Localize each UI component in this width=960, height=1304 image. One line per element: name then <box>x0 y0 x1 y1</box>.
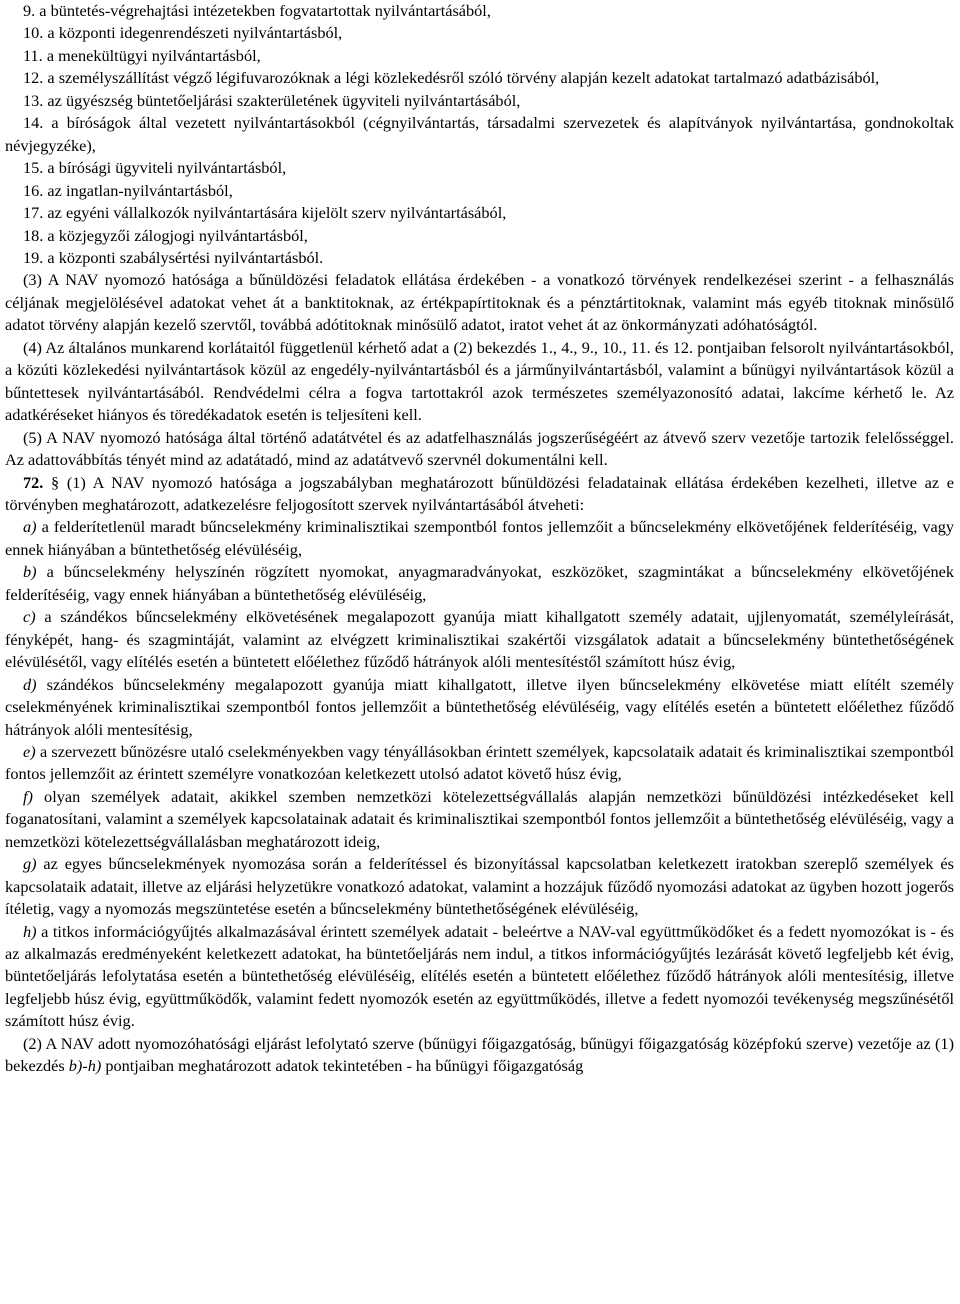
item-c <box>5 606 954 673</box>
item-label: f) <box>23 786 33 806</box>
item-label: a) <box>23 517 37 537</box>
paragraph-4: (4) Az általános munkarend korlátaitól függetlenül kérhető adat a (2) bekezdés 1., 4., 9., 10., 11. és 12. pontjaiban felsorolt nyilvántartásokból, a közúti közlekedési nyilvántartások közül az engedély-nyilvántartásból és a járműnyilvántartásból, valamint a bűnügyi nyilvántartások közül a bűntettesek nyilvántartásából. Rendvédelmi célra a fogva tartottakról azok természetes személyazonosító adatai, lakcíme kérhető le. Az adatkéréseket hiányos és töredékadatok esetén is teljesíteni kell. <box>5 337 954 425</box>
item-e <box>5 741 954 786</box>
item-text: szándékos bűncselekmény megalapozott gyanúja miatt kihallgatott, illetve ilyen bűncselekmény elkövetése miatt elítélt személy cselekményének kriminalisztikai szempontból fontos jellemzőit a büntethetőség elévüléséig, vagy elítélés esetén a büntetett előélethez fűződő hátrányok alóli mentesítésig, <box>5 674 954 739</box>
list-item-14: 14. a bíróságok által vezetett nyilvántartásokból (cégnyilvántartás, társadalmi szervezetek és alapítványok nyilvántartása, gondnokoltak névjegyzéke), <box>5 113 954 155</box>
list-item-17: 17. az egyéni vállalkozók nyilvántartására kijelölt szerv nyilvántartásából, <box>23 203 507 223</box>
item-label: h) <box>23 921 37 941</box>
paragraph-5: (5) A NAV nyomozó hatósága által történő adatátvétel és az adatfelhasználás jogszerűségéért az átvevő szerv vezetője tartozik felelősséggel. Az adattovábbítás tényét mind az adatátadó, mind az adatátvevő szervnél dokumentálni kell. <box>5 427 954 470</box>
item-text: az egyes bűncselekmények nyomozása során a felderítéssel és bizonyítással kapcsolatban keletkezett iratokban szereplő személyek és kapcsolataik adatait, illetve az eljárási helyzetükre vonatkozó adatokat, valamint a hozzájuk fűződő nyomozási adatokat az ügyben hozott jogerős ítéletig, vagy a nyomozás megszüntetése esetén a bűncselekmény büntethetőségének elévüléséig, <box>5 854 954 919</box>
list-item-11: 11. a menekültügyi nyilvántartásból, <box>23 45 261 65</box>
item-g <box>5 853 954 920</box>
list-item-19: 19. a központi szabálysértési nyilvántartásból. <box>23 247 324 267</box>
item-text: olyan személyek adatait, akikkel szemben nemzetközi kötelezettségvállalás alapján nemzetközi bűnüldözési intézkedéseket kell foganatosítani, valamint a személyek kapcsolatainak adatait és kriminalisztikai szempontból fontos jellemzőit a büntethetőség elévüléséig, vagy a nemzetközi kötelezettségvállalásban meghatározott ideig, <box>5 786 954 851</box>
section-number: 72. <box>23 472 44 492</box>
item-a <box>5 516 954 561</box>
item-h <box>5 921 954 1033</box>
list-item-10: 10. a központi idegenrendészeti nyilvántartásból, <box>23 23 343 43</box>
paragraph-2-ref: b)-h) <box>68 1056 102 1076</box>
item-text: a titkos információgyűjtés alkalmazásával érintett személyek adatait - beleértve a NAV-val együttműködőket és a fedett nyomozókat is - és az alkalmazás eredményeként keletkezett adatokat, ha büntetőeljárás nem indul, a titkos információgyűjtés lezárását követő legfeljebb két évig, büntetőeljárás lefolytatása esetén a büntethetőség elévüléséig, elítélés esetén a büntetett előélethez fűződő hátrányok alóli mentesítésig, illetve legfeljebb húsz évig, együttműködők, valamint fedett nyomozók esetén az együttműködés, illetve a fedett nyomozói tevékenység megszűnésétől számított húsz évig. <box>5 921 954 1031</box>
item-f <box>5 786 954 853</box>
section-72-text: § (1) A NAV nyomozó hatósága a jogszabályban meghatározott bűnüldözési feladatainak ellátása érdekében kezelheti, illetve az e törvényben meghatározott, adatkezelésre feljogosított szervek nyilvántartásából átveheti: <box>5 472 955 514</box>
list-item-15: 15. a bírósági ügyviteli nyilvántartásból, <box>23 158 287 178</box>
item-d <box>5 674 954 741</box>
paragraph-2-after: pontjaiban meghatározott adatok tekintetében - ha bűnügyi főigazgatóság <box>101 1056 584 1076</box>
item-label: e) <box>23 741 36 761</box>
item-label: d) <box>23 674 37 694</box>
list-item-12: 12. a személyszállítást végző légifuvarozóknak a légi közlekedésről szóló törvény alapján kezelt adatokat tartalmazó adatbázisából, <box>23 68 880 88</box>
item-text: a bűncselekmény helyszínén rögzített nyomokat, anyagmaradványokat, eszközöket, szagmintákat a bűncselekmény elkövetőjének felderítéséig, vagy ennek hiányában a büntethetőség elévüléséig, <box>5 562 954 604</box>
item-text: a szándékos bűncselekmény elkövetésének megalapozott gyanúja miatt kihallgatott személy adatait, ujjlenyomatát, személyleírását, fényképét, hang- és szagmintáját, valamint az elvégzett kriminalisztikai szakértői vizsgálatok adatait a bűncselekmény büntethetőségének elévülésétől, vagy elítélés esetén a büntetett előélethez fűződő hátrányok alóli mentesítéstől számított húsz évig, <box>5 607 954 672</box>
list-item-9: 9. a büntetés-végrehajtási intézetekben fogvatartottak nyilvántartásából, <box>23 1 491 20</box>
section-72 <box>5 472 954 517</box>
list-item-16: 16. az ingatlan-nyilvántartásból, <box>23 180 233 200</box>
item-b <box>5 561 954 606</box>
item-label: b) <box>23 562 37 582</box>
list-9-19 <box>5 0 954 269</box>
item-label: c) <box>23 607 36 627</box>
item-text: a szervezett bűnözésre utaló cselekményekben vagy tényállásokban érintett személyek, kapcsolataik adatait és kriminalisztikai szempontból fontos jellemzőit az érintett személyre vonatkozóan keletkezett utolsó adatot követő húsz évig, <box>5 741 954 784</box>
item-text: a felderítetlenül maradt bűncselekmény kriminalisztikai szempontból fontos jellemzőit a bűncselekmény elkövetőjének felderítéséig, vagy ennek hiányában a büntethetőség elévüléséig, <box>5 517 954 559</box>
list-item-13: 13. az ügyészség büntetőeljárási szakterületének ügyviteli nyilvántartásából, <box>23 90 521 110</box>
list-item-18: 18. a közjegyzői zálogjogi nyilvántartásból, <box>23 225 308 245</box>
paragraph-3: (3) A NAV nyomozó hatósága a bűnüldözési feladatok ellátása érdekében - a vonatkozó törvények rendelkezései szerint - a felhasználás céljának megjelölésével adatokat vehet át a banktitoknak, az értékpapírtitoknak és a pénztártitoknak, valamint más egyéb titoknak minősülő adatot törvény alapján kezelő szervtől, továbbá adótitoknak minősülő adatot, iratot vehet át az önkormányzati adóhatóságtól. <box>5 270 954 335</box>
paragraph-2-before: (2) A NAV adott nyomozóhatósági eljárást lefolytató szerve (bűnügyi főigazgatóság, bűnügyi főigazgatóság középfokú szerve) vezetője az (1) bekezdés <box>5 1033 954 1076</box>
paragraph-2 <box>5 1033 954 1078</box>
item-label: g) <box>23 854 37 874</box>
